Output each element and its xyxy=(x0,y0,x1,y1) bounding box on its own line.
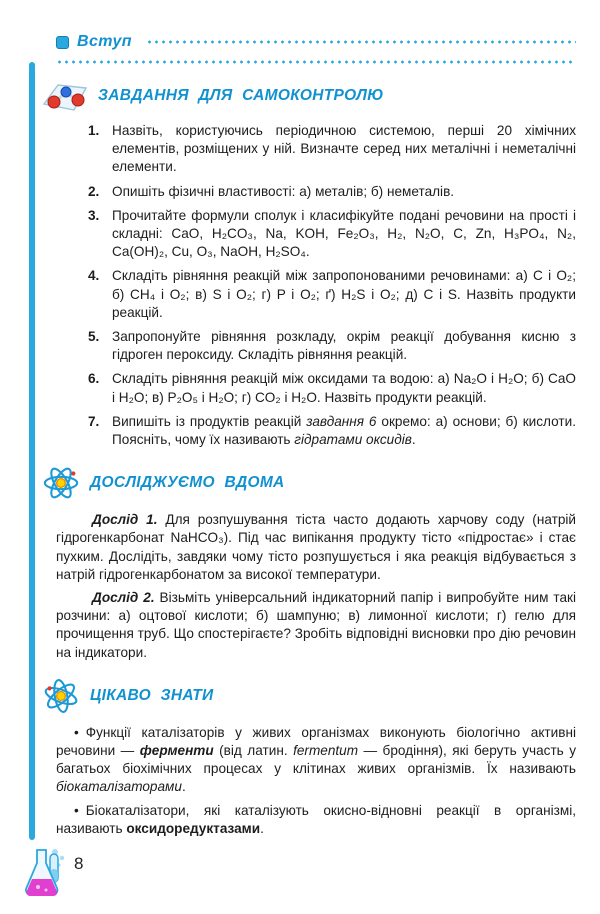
section-head-fun-facts xyxy=(42,677,576,715)
section-title-fun-facts: ЦІКАВО ЗНАТИ xyxy=(90,686,214,704)
task-item xyxy=(88,183,576,201)
section-head-home-research xyxy=(42,464,576,502)
term-biocatalysts: біокаталізаторами xyxy=(56,779,182,795)
left-accent-bar xyxy=(29,62,35,840)
experiment-text: Візьміть універсальний індикаторний папір і випробуйте ним такі розчини: а) оцтової кислоти; б) шампуню; в) лимонної кислоти; г) гелю для прочищення труб. Що спостерігаєте? Зробіть відповідні висновки про дію речовин на індикатори. xyxy=(56,590,576,660)
task-number: 6. xyxy=(88,371,100,387)
task-text: Назвіть, користуючись періодичною системою, перші 20 хімічних елементів, розміщених у ній. Визначте серед них металічні і неметалічні елементи. xyxy=(112,123,576,175)
task-text: Запропонуйте рівняння розкладу, окрім реакції добування кисню з гідроген пероксиду. Складіть рівняння реакцій. xyxy=(112,329,576,363)
experiment-paragraph xyxy=(56,589,576,662)
italic-term: гідратами оксидів xyxy=(294,432,412,448)
dotted-rule xyxy=(56,60,576,64)
term-fermenty: ферменти xyxy=(139,743,214,759)
experiment-paragraph xyxy=(56,511,576,584)
task-item xyxy=(88,122,576,177)
selfcheck-task-list xyxy=(88,122,576,449)
chemistry-flask-icon xyxy=(20,847,68,908)
fact-bullet: • Функції каталізаторів у живих організмах виконують біологічно активні речовини — ферменти (від латин. fermentum — бродіння), які беруть участь у багатьох біохімічних процесах у клітинах живих організмів. Їх називають біокаталізаторами. xyxy=(56,724,577,795)
task-number: 1. xyxy=(88,123,100,138)
square-bullet-icon xyxy=(56,36,69,49)
chapter-label: Вступ xyxy=(77,33,132,50)
task-number: 5. xyxy=(88,329,100,345)
bullet-dot: • xyxy=(74,724,79,740)
experiment-label: Дослід 1. xyxy=(92,512,158,528)
section-head-selfcheck xyxy=(42,79,576,113)
term-oxidoreductases: оксидоредуктазами xyxy=(126,820,261,836)
task-text: Складіть рівняння реакцій між оксидами та водою: а) Na₂O і H₂O; б) CaO і H₂O; в) P₂O₅ і H₂O; г) CO₂ і H₂O. Назвіть продукти реакцій. xyxy=(112,371,576,405)
task-number: 3. xyxy=(88,207,100,223)
task-text: Випишіть із продуктів реакцій завдання 6 окремо: а) основи; б) кислоти. Поясніть, чому їх називають гідратами оксидів. xyxy=(112,413,576,448)
task-number: 2. xyxy=(88,183,100,199)
bullet-dot: • xyxy=(74,802,79,818)
atom-icon xyxy=(42,677,80,715)
task-text: Опишіть фізичні властивості: а) металів; б) неметалів. xyxy=(112,183,455,199)
task-item xyxy=(88,207,576,262)
experiment-label: Дослід 2. xyxy=(92,590,155,606)
task-number: 4. xyxy=(88,268,100,284)
task-text: Складіть рівняння реакцій між запропонованими речовинами: а) C і O₂; б) CH₄ і O₂; в) S і O₂; г) P і O₂; ґ) H₂S і O₂; д) C і S. Назвіть продукти реакцій. xyxy=(112,268,576,320)
dotted-leader xyxy=(146,40,576,44)
section-title-selfcheck: ЗАВДАННЯ ДЛЯ САМОКОНТРОЛЮ xyxy=(98,87,384,104)
running-head xyxy=(56,32,576,52)
molecule-model-icon xyxy=(42,79,88,113)
task-item xyxy=(88,328,576,364)
home-research-body xyxy=(56,511,576,662)
task-text: Прочитайте формули сполук і класифікуйте подані речовини на прості і складні: CaO, H₂CO₃, Na, KOH, Fe₂O₃, H₂, N₂O, C, Zn, H₃PO₄, N₂, Ca(OH)₂, Cu, O₃, NaOH, H₂SO₄. xyxy=(112,207,576,260)
page-number: 8 xyxy=(74,854,84,873)
task-item xyxy=(88,267,576,322)
italic-ref: завдання 6 xyxy=(306,413,377,429)
fun-facts-body xyxy=(56,724,576,838)
atom-icon xyxy=(42,464,80,502)
latin-term: fermentum xyxy=(293,743,359,759)
task-item xyxy=(88,370,576,406)
experiment-text: Для розпушування тіста часто додають харчову соду (натрій гідрогенкарбонат NaHCO₃). Під час випікання продукту тісто «підростає» і стає пухким. Дослідіть, завдяки чому тісто розпушується і яка реакція відбувається з натрій гідрогенкарбонатом за високої температури. xyxy=(56,512,576,582)
task-number: 7. xyxy=(88,413,100,429)
task-item xyxy=(88,413,576,449)
section-title-home-research: ДОСЛІДЖУЄМО ВДОМА xyxy=(90,474,285,492)
fact-bullet: • Біокаталізатори, які каталізують окисно-відновні реакції в організмі, називають оксидоредуктазами. xyxy=(56,802,576,836)
